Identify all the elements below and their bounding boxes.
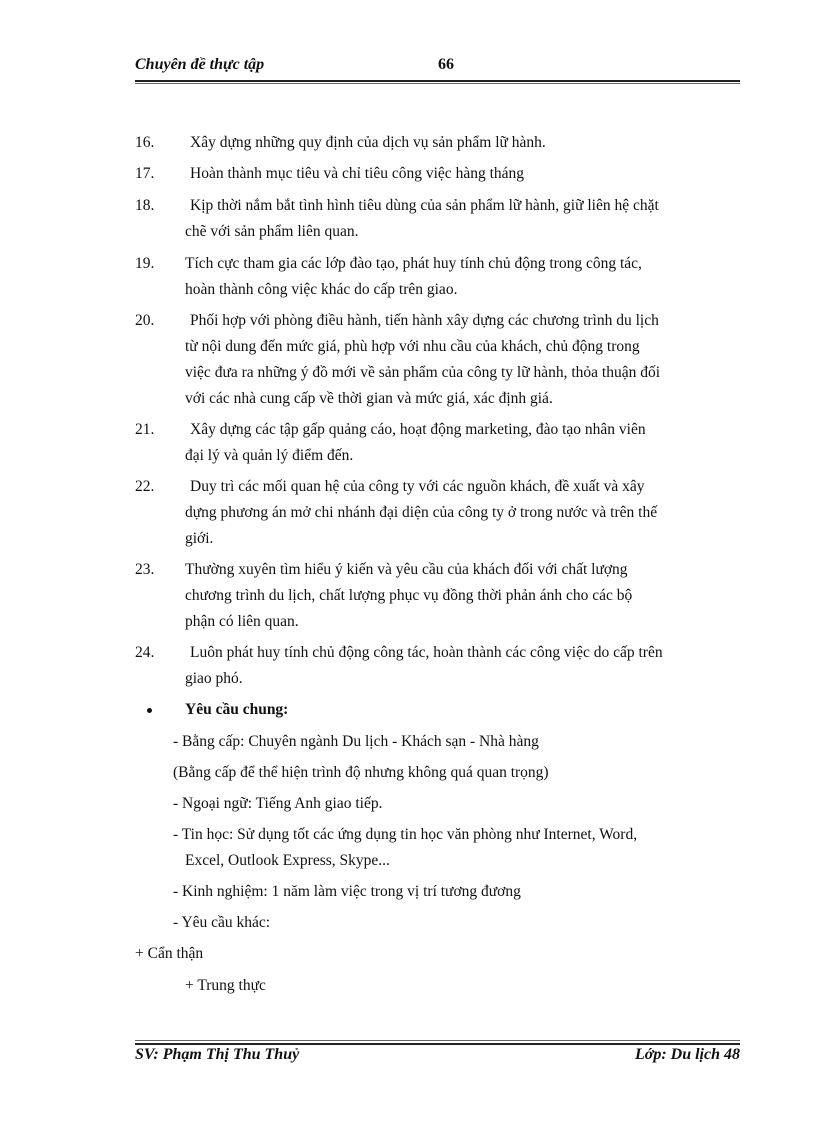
item-text: Kịp thời nắm bắt tình hình tiêu dùng của sản phẩm lữ hành, giữ liên hệ chặt xyxy=(190,197,659,214)
bullet-icon xyxy=(147,708,152,713)
page-footer xyxy=(135,1046,740,1070)
item-text: Xây dựng các tập gấp quảng cáo, hoạt động marketing, đào tạo nhân viên xyxy=(190,421,646,438)
page-number: 66 xyxy=(438,56,454,73)
item-text: giới. xyxy=(185,530,214,547)
footer-rule xyxy=(135,1040,740,1045)
page-header xyxy=(135,56,740,80)
item-text: Xây dựng những quy định của dịch vụ sản phẩm lữ hành. xyxy=(190,134,546,151)
item-number: 18. xyxy=(135,197,155,214)
item-number: 24. xyxy=(135,644,155,661)
item-text: từ nội dung đến mức giá, phù hợp với nhu cầu của khách, chủ động trong xyxy=(185,338,640,355)
item-number: 20. xyxy=(135,312,155,329)
item-text: chẽ với sản phẩm liên quan. xyxy=(185,223,359,240)
item-text: Luôn phát huy tính chủ động công tác, hoàn thành các công việc do cấp trên xyxy=(190,644,663,661)
item-text: với các nhà cung cấp về thời gian và mức giá, xác định giá. xyxy=(185,390,553,407)
requirement-line: + Trung thực xyxy=(185,977,266,994)
item-text: dựng phương án mở chi nhánh đại diện của công ty ở trong nước và trên thế xyxy=(185,504,658,521)
item-text: hoàn thành công việc khác do cấp trên giao. xyxy=(185,281,458,298)
item-text: phận có liên quan. xyxy=(185,613,299,630)
item-text: Thường xuyên tìm hiểu ý kiến và yêu cầu của khách đối với chất lượng xyxy=(185,561,628,578)
item-number: 16. xyxy=(135,134,155,151)
requirement-line: - Bằng cấp: Chuyên ngành Du lịch - Khách sạn - Nhà hàng xyxy=(173,733,539,750)
requirement-line: (Bằng cấp để thể hiện trình độ nhưng không quá quan trọng) xyxy=(173,764,549,781)
item-number: 23. xyxy=(135,561,155,578)
footer-class: Lớp: Du lịch 48 xyxy=(634,1046,740,1063)
requirement-line: + Cẩn thận xyxy=(135,945,204,962)
item-text: Phối hợp với phòng điều hành, tiến hành xây dựng các chương trình du lịch xyxy=(190,312,659,329)
header-title: Chuyên đề thực tập xyxy=(135,56,265,73)
item-number: 19. xyxy=(135,255,155,272)
requirement-line: - Kinh nghiệm: 1 năm làm việc trong vị trí tương đương xyxy=(173,883,521,900)
item-number: 17. xyxy=(135,165,155,182)
footer-student: SV: Phạm Thị Thu Thuỷ xyxy=(135,1046,300,1063)
requirement-line: Excel, Outlook Express, Skype... xyxy=(185,852,390,869)
requirement-line: - Yêu cầu khác: xyxy=(173,914,271,931)
item-number: 22. xyxy=(135,478,155,495)
item-text: giao phó. xyxy=(185,670,243,687)
item-number: 21. xyxy=(135,421,155,438)
item-text: đại lý và quản lý điểm đến. xyxy=(185,447,354,464)
item-text: việc đưa ra những ý đồ mới về sản phẩm của công ty lữ hành, thỏa thuận đối xyxy=(185,364,661,381)
requirement-line: - Tin học: Sử dụng tốt các ứng dụng tin học văn phòng như Internet, Word, xyxy=(173,826,638,843)
item-text: chương trình du lịch, chất lượng phục vụ đồng thời phản ánh cho các bộ xyxy=(185,587,633,604)
requirement-line: - Ngoại ngữ: Tiếng Anh giao tiếp. xyxy=(173,795,383,812)
requirements-heading: Yêu cầu chung: xyxy=(185,701,289,718)
item-text: Tích cực tham gia các lớp đào tạo, phát huy tính chủ động trong công tác, xyxy=(185,255,642,272)
header-rule xyxy=(135,80,740,84)
item-text: Duy trì các mối quan hệ của công ty với các nguồn khách, đề xuất và xây xyxy=(190,478,645,495)
item-text: Hoàn thành mục tiêu và chỉ tiêu công việc hàng tháng xyxy=(190,165,525,182)
